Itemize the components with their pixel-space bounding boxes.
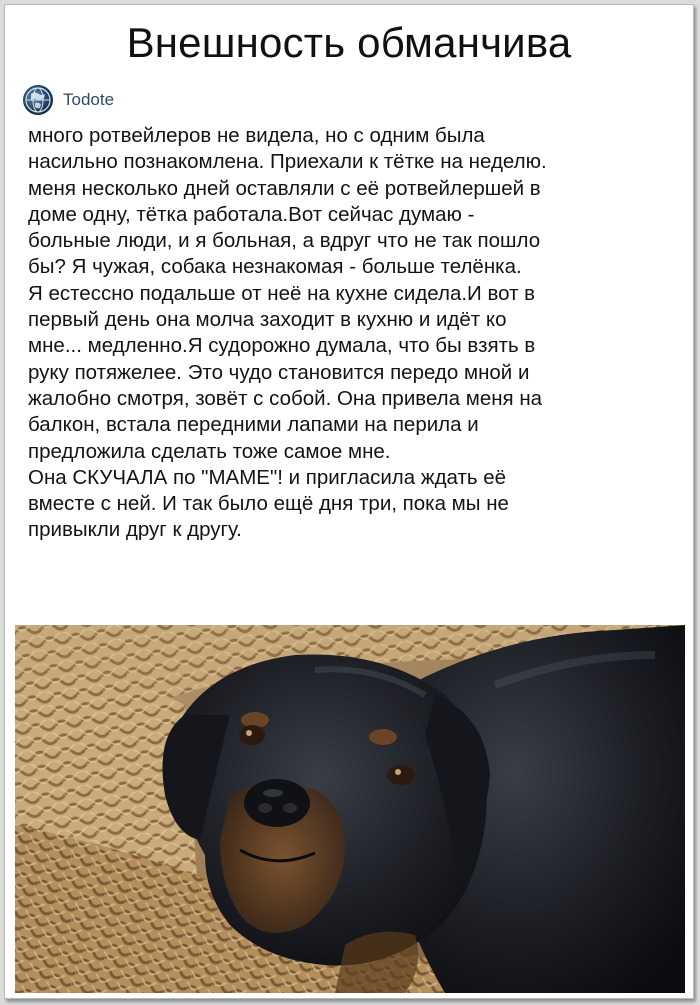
post-line: много ротвейлеров не видела, но с одним была <box>28 124 485 147</box>
post-line: вместе с ней. И так было ещё дня три, пока мы не <box>28 492 509 516</box>
post-line: насильно познакомлена. Приехали к тётке на неделю. <box>28 150 547 174</box>
post-line: больные люди, и я больная, а вдруг что не так пошло <box>28 229 541 253</box>
post-line: первый день она молча заходит в кухню и идёт ко <box>28 308 507 332</box>
post-line: жалобно смотря, зовёт с собой. Она привела меня на <box>28 386 543 410</box>
globe-avatar-icon[interactable] <box>23 85 53 115</box>
post-line: мне... медленно.Я судорожно думала, что бы взять в <box>28 334 536 358</box>
post-line: предложила сделать тоже самое мне. <box>28 439 391 463</box>
post-line: бы? Я чужая, собака незнакомая - больше телёнка. <box>28 255 522 279</box>
post-line: Я естессно подальше от неё на кухне сидела.И вот в <box>28 281 536 305</box>
post-line: руку потяжелее. Это чудо становится передо мной и <box>28 360 530 384</box>
post-line: Она СКУЧАЛА по "МАМЕ"! и пригласила ждать её <box>28 465 507 489</box>
post-line: балкон, встала передними лапами на перила и <box>28 413 479 437</box>
post-card <box>4 4 694 999</box>
post-line: меня несколько дней оставляли с её ротвейлершей в <box>28 176 541 200</box>
author-row[interactable] <box>23 85 114 115</box>
post-line: привыкли друг к другу. <box>28 518 242 542</box>
post-body <box>28 123 678 544</box>
author-name[interactable]: Todote <box>63 90 115 109</box>
rottweiler-photo <box>15 625 685 993</box>
post-title: Внешность обманчива <box>126 19 572 66</box>
post-line: доме одну, тётка работала.Вот сейчас думаю - <box>28 202 475 226</box>
